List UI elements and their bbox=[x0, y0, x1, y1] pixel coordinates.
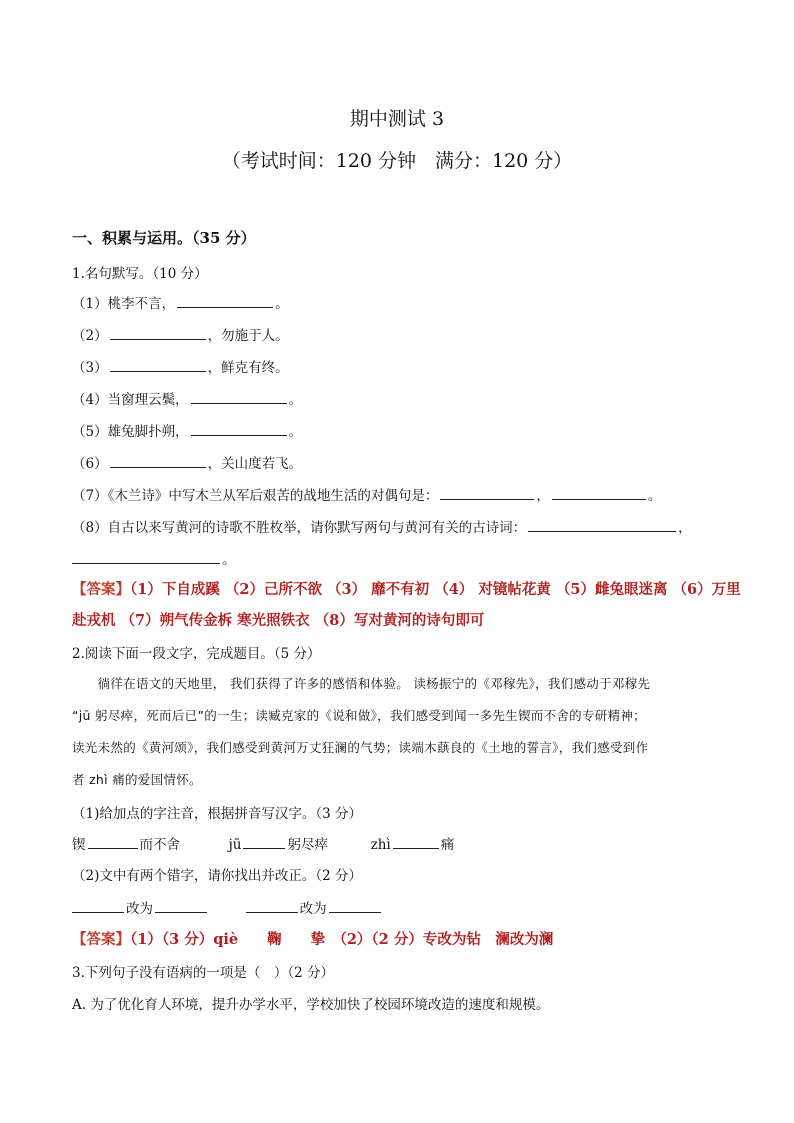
q1-item-8-continued: 。 bbox=[72, 548, 236, 568]
q1-answer-continued: 赴戎机 （7）朔气传金柝 寒光照铁衣 （8）写对黄河的诗句即可 bbox=[72, 612, 485, 629]
q3-option-a: A. 为了优化育人环境，提升办学水平，学校加快了校园环境改造的速度和规模。 bbox=[72, 997, 550, 1013]
answer-blank[interactable] bbox=[110, 325, 206, 340]
answer-blank[interactable] bbox=[191, 421, 287, 436]
q1-item-3: （3） ，鲜克有终。 bbox=[72, 356, 289, 376]
q1-item-5: （5）雄兔脚扑朔， 。 bbox=[72, 420, 302, 440]
q1-item-2: （2） ，勿施于人。 bbox=[72, 324, 289, 344]
q1-item-1: （1）桃李不言， 。 bbox=[72, 292, 289, 312]
q1-item-8: （8）自古以来写黄河的诗歌不胜枚举，请你默写两句与黄河有关的古诗词： ， bbox=[72, 516, 692, 536]
answer-blank[interactable] bbox=[528, 517, 676, 532]
q1-item-6: （6） ，关山度若飞。 bbox=[72, 452, 302, 472]
q1-item-7: （7）《木兰诗》中写木兰从军后艰苦的战地生活的对偶句是： ， 。 bbox=[72, 484, 661, 504]
answer-blank[interactable] bbox=[246, 898, 298, 913]
answer-blank[interactable] bbox=[110, 453, 206, 468]
answer-blank[interactable] bbox=[72, 549, 220, 564]
q2-fill2: 改为 改为 bbox=[72, 897, 383, 917]
passage-line: “jū 躬尽瘁，死而后已”的一生；读臧克家的《说和做》，我们感受到闻一多先生锲而不舍的专研精神； bbox=[72, 708, 646, 723]
answer-blank[interactable] bbox=[88, 834, 138, 849]
passage-line: 读光未然的《黄河颂》，我们感受到黄河万丈狂澜的气势；读端木蕻良的《土地的誓言》，我们感受到作 bbox=[72, 740, 649, 755]
passage-line: 徜徉在语文的天地里， 我们获得了许多的感悟和体验。 读杨振宁的《邓稼先》，我们感动于邓稼先 bbox=[72, 676, 651, 691]
q1-answer: 【答案】（1）下自成蹊 （2）己所不欲 （3） 靡不有初 （4） 对镜帖花黄 （5）雌兔眼迷离 （6）万里 bbox=[72, 581, 741, 598]
q2-sub1: （1)给加点的字注音，根据拼音写汉字。（3 分） bbox=[72, 806, 362, 822]
q2-fill1: 锲 而不舍 jū 躬尽瘁 zhì 痛 bbox=[72, 833, 454, 853]
answer-blank[interactable] bbox=[243, 834, 285, 849]
section-heading: 一、积累与运用。（35 分） bbox=[72, 229, 256, 247]
answer-blank[interactable] bbox=[329, 898, 381, 913]
passage-line: 者 zhì 痛的爱国情怀。 bbox=[72, 772, 202, 787]
q2-answer: 【答案】（1）（3 分）qiè 鞠 挚 （2）（2 分）专改为钻 澜改为澜 bbox=[72, 931, 554, 948]
q2-stem: 2.阅读下面一段文字，完成题目。（5 分） bbox=[72, 646, 321, 662]
exam-info: （考试时间：120 分钟 满分：120 分） bbox=[221, 150, 573, 172]
q1-stem: 1.名句默写。（10 分） bbox=[72, 266, 208, 282]
q3-stem: 3.下列句子没有语病的一项是（ ）（2 分） bbox=[72, 965, 335, 981]
answer-blank[interactable] bbox=[72, 898, 124, 913]
answer-blank[interactable] bbox=[552, 485, 646, 500]
answer-blank[interactable] bbox=[177, 293, 273, 308]
answer-blank[interactable] bbox=[440, 485, 534, 500]
q2-sub2: （2)文中有两个错字，请你找出并改正。（2 分） bbox=[72, 868, 362, 884]
page-title: 期中测试 3 bbox=[349, 108, 445, 130]
answer-blank[interactable] bbox=[393, 834, 439, 849]
q1-item-4: （4）当窗理云鬓， 。 bbox=[72, 388, 302, 408]
answer-blank[interactable] bbox=[191, 389, 287, 404]
answer-blank[interactable] bbox=[110, 357, 206, 372]
answer-blank[interactable] bbox=[155, 898, 207, 913]
